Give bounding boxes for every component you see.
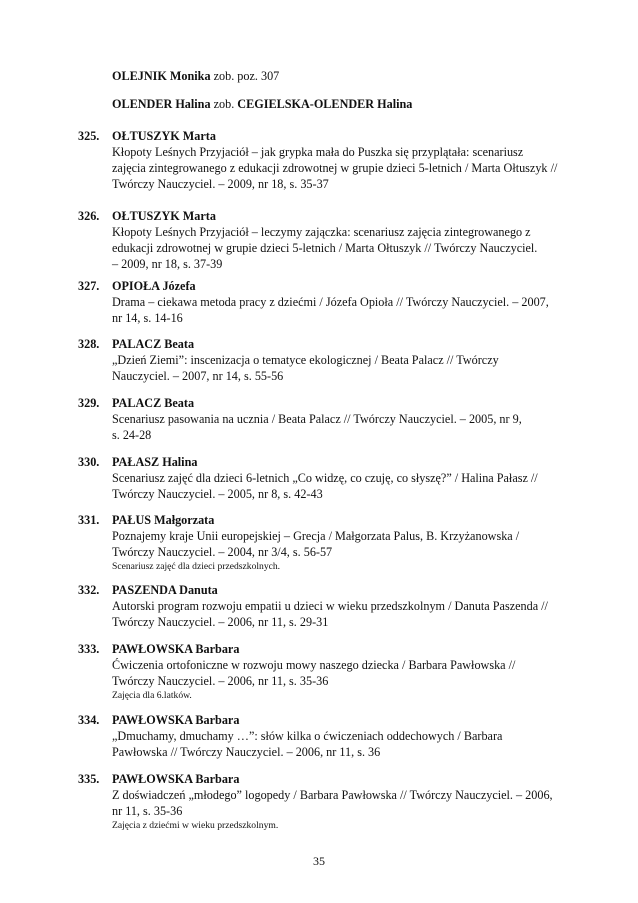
entry-author: PAWŁOWSKA Barbara [112, 772, 240, 786]
entry-line: Kłopoty Leśnych Przyjaciół – jak grypka mała do Puszka się przyplątała: scenariusz [112, 145, 524, 159]
entry-number: 332. [78, 583, 100, 597]
entry-line: Ćwiczenia ortofoniczne w rozwoju mowy naszego dziecka / Barbara Pawłowska // [112, 658, 516, 672]
entry-note: Zajęcia dla 6.latków. [112, 690, 192, 701]
entry-line: s. 24-28 [112, 428, 152, 442]
entry-author: PASZENDA Danuta [112, 583, 218, 597]
entry-line: Scenariusz zajęć dla dzieci 6-letnich „Co widzę, co czuję, co słyszę?” / Halina Pałasz // [112, 471, 538, 485]
entry-reference: zob. poz. 307 [213, 69, 280, 83]
entry-note: Scenariusz zajęć dla dzieci przedszkolnych. [112, 561, 281, 572]
bibliography-entry [72, 641, 632, 702]
entry-number: 326. [78, 209, 100, 223]
entry-line: Z doświadczeń „młodego” logopedy / Barbara Pawłowska // Twórczy Nauczyciel. – 2006, [112, 788, 553, 802]
bibliography-entry [72, 582, 632, 630]
entry-number: 329. [78, 396, 100, 410]
bibliography-entry [72, 96, 412, 112]
page-number: 35 [313, 854, 325, 868]
bibliography-entry [72, 454, 632, 502]
entry-author: PAŁUS Małgorzata [112, 513, 215, 527]
entry-line: „Dmuchamy, dmuchamy …”: słów kilka o ćwiczeniach oddechowych / Barbara [112, 729, 503, 743]
entry-author: PAWŁOWSKA Barbara [112, 713, 240, 727]
entry-author: PALACZ Beata [112, 396, 195, 410]
bibliography-entry [72, 336, 632, 384]
entry-author: OLEJNIK Monika [112, 69, 211, 83]
entry-author: PALACZ Beata [112, 337, 195, 351]
entry-line: Scenariusz pasowania na ucznia / Beata Palacz // Twórczy Nauczyciel. – 2005, nr 9, [112, 412, 522, 426]
entry-note: Zajęcia z dziećmi w wieku przedszkolnym. [112, 820, 279, 831]
entry-line: zajęcia zintegrowanego z edukacji zdrowotnej w grupie dzieci 5-letnich / Marta Ołtuszyk // [112, 161, 558, 175]
entry-number: 335. [78, 772, 100, 786]
entry-line: Twórczy Nauczyciel. – 2009, nr 18, s. 35-37 [112, 177, 329, 191]
entry-author: PAŁASZ Halina [112, 455, 198, 469]
entry-number: 328. [78, 337, 100, 351]
entry-line: Twórczy Nauczyciel. – 2006, nr 11, s. 29-31 [112, 615, 329, 629]
bibliography-entry [72, 68, 279, 84]
entry-number: 334. [78, 713, 100, 727]
bibliography-entry [72, 771, 632, 832]
entry-line: edukacji zdrowotnej w grupie dzieci 5-letnich / Marta Ołtuszyk // Twórczy Nauczyciel. [112, 241, 538, 255]
entry-line: Autorski program rozwoju empatii u dzieci w wieku przedszkolnym / Danuta Paszenda // [112, 599, 548, 613]
entry-line: Poznajemy kraje Unii europejskiej – Grecja / Małgorzata Palus, B. Krzyżanowska / [112, 529, 520, 543]
entry-line: – 2009, nr 18, s. 37-39 [112, 257, 223, 271]
entry-author: OŁTUSZYK Marta [112, 129, 216, 143]
entry-number: 330. [78, 455, 100, 469]
entry-line: „Dzień Ziemi”: inscenizacja o tematyce ekologicznej / Beata Palacz // Twórczy [112, 353, 499, 367]
entry-author: OPIOŁA Józefa [112, 279, 196, 293]
entry-line: Twórczy Nauczyciel. – 2004, nr 3/4, s. 56-57 [112, 545, 333, 559]
bibliography-entry [72, 512, 632, 573]
entry-number: 325. [78, 129, 100, 143]
entry-line: Twórczy Nauczyciel. – 2006, nr 11, s. 35-36 [112, 674, 329, 688]
entry-author: PAWŁOWSKA Barbara [112, 642, 240, 656]
bibliography-entry [72, 208, 632, 272]
entry-line: Drama – ciekawa metoda pracy z dziećmi / Józefa Opioła // Twórczy Nauczyciel. – 2007, [112, 295, 549, 309]
entry-line: nr 11, s. 35-36 [112, 804, 183, 818]
entry-number: 333. [78, 642, 100, 656]
entry-author: OŁTUSZYK Marta [112, 209, 216, 223]
entry-author: OLENDER Halina [112, 97, 211, 111]
entry-reference: zob. [213, 97, 235, 111]
entry-line: Nauczyciel. – 2007, nr 14, s. 55-56 [112, 369, 284, 383]
bibliography-entry [72, 128, 632, 192]
entry-reference-target: CEGIELSKA-OLENDER Halina [237, 97, 413, 111]
bibliography-entry [72, 712, 632, 760]
entry-line: Kłopoty Leśnych Przyjaciół – leczymy zajączka: scenariusz zajęcia zintegrowanego z [112, 225, 531, 239]
entry-line: nr 14, s. 14-16 [112, 311, 183, 325]
entry-number: 327. [78, 279, 100, 293]
entry-line: Twórczy Nauczyciel. – 2005, nr 8, s. 42-43 [112, 487, 323, 501]
bibliography-entry [72, 278, 632, 326]
entry-number: 331. [78, 513, 100, 527]
entry-line: Pawłowska // Twórczy Nauczyciel. – 2006, nr 11, s. 36 [112, 745, 381, 759]
bibliography-entry [72, 395, 632, 443]
